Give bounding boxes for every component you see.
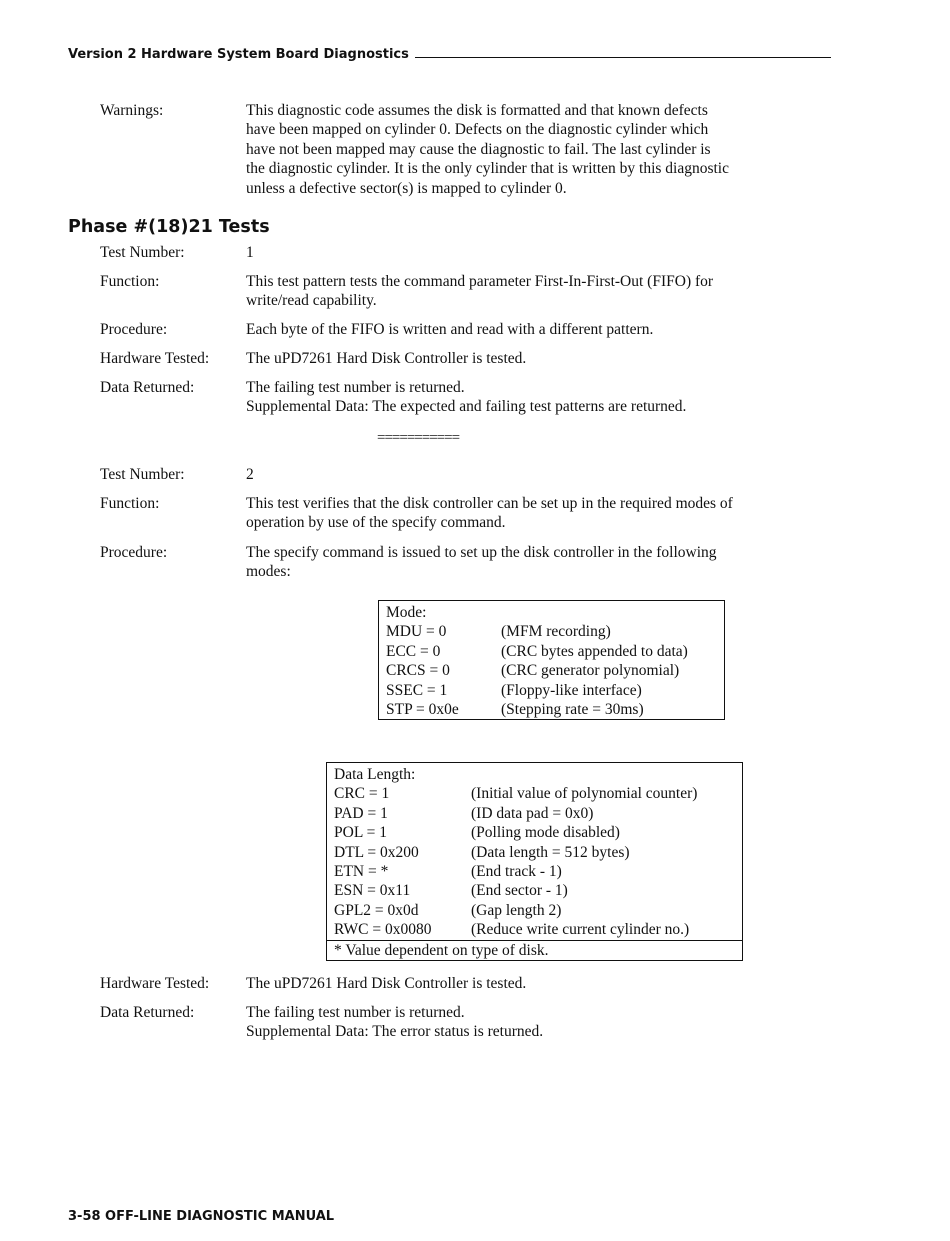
page-footer: 3-58 OFF-LINE DIAGNOSTIC MANUAL — [68, 1209, 335, 1224]
procedure-label: Procedure: — [100, 321, 168, 338]
param-desc: (Initial value of polynomial counter) — [471, 785, 698, 803]
mode-heading: Mode: — [386, 604, 427, 621]
warnings-label: Warnings: — [100, 102, 164, 119]
data-length-heading: Data Length: — [334, 766, 416, 783]
mode-desc: (Floppy-like interface) — [501, 681, 642, 699]
function-line: This test verifies that the disk controller can be set up in the required modes of — [246, 495, 733, 512]
table-row — [379, 642, 725, 661]
function-text — [246, 494, 836, 533]
warnings-line: unless a defective sector(s) is mapped to cylinder 0. — [246, 179, 567, 197]
param-desc: (End track - 1) — [471, 863, 562, 881]
table-row — [327, 804, 743, 823]
param-key: PAD = 1 — [334, 804, 388, 822]
param-key: CRC = 1 — [334, 785, 390, 803]
param-desc: (Gap length 2) — [471, 901, 562, 919]
data-returned-line: The failing test number is returned. — [246, 1004, 465, 1021]
function-line: operation by use of the specify command. — [246, 514, 506, 532]
table-heading-row — [327, 763, 743, 785]
mode-desc: (MFM recording) — [501, 623, 611, 641]
param-key: GPL2 = 0x0d — [334, 901, 419, 919]
hardware-tested-text: The uPD7261 Hard Disk Controller is tested. — [246, 350, 527, 367]
param-key: RWC = 0x0080 — [334, 921, 432, 939]
procedure-label: Procedure: — [100, 544, 168, 561]
phase-heading: Phase #(18)21 Tests — [68, 217, 270, 237]
header-title: Version 2 Hardware System Board Diagnostics — [68, 47, 415, 62]
data-returned-label: Data Returned: — [100, 379, 195, 396]
data-returned-line: The failing test number is returned. — [246, 379, 465, 396]
param-key: ETN = * — [334, 863, 389, 881]
test-number-value: 2 — [246, 466, 254, 483]
table-row — [327, 823, 743, 842]
warnings-line: have not been mapped may cause the diagnostic to fail. The last cylinder is — [246, 140, 711, 158]
table-row — [327, 881, 743, 900]
table-row — [379, 700, 725, 720]
mode-key: SSEC = 1 — [386, 681, 448, 699]
mode-desc: (CRC bytes appended to data) — [501, 642, 688, 660]
table-footnote-row — [327, 940, 743, 960]
mode-key: STP = 0x0e — [386, 701, 459, 719]
mode-key: MDU = 0 — [386, 623, 447, 641]
param-key: ESN = 0x11 — [334, 882, 411, 900]
table-row — [327, 901, 743, 920]
table-row — [327, 920, 743, 940]
mode-desc: (Stepping rate = 30ms) — [501, 701, 644, 719]
procedure-text — [246, 543, 836, 582]
table-footnote: * Value dependent on type of disk. — [327, 940, 743, 960]
table-row — [379, 622, 725, 641]
table-row — [379, 681, 725, 700]
function-label: Function: — [100, 273, 160, 290]
data-returned-text — [246, 378, 836, 417]
hardware-tested-label: Hardware Tested: — [100, 350, 210, 367]
warnings-line: the diagnostic cylinder. It is the only cylinder that is written by this diagnostic — [246, 160, 729, 178]
function-line: write/read capability. — [246, 292, 377, 310]
function-text — [246, 272, 836, 311]
table-row — [327, 843, 743, 862]
param-desc: (Reduce write current cylinder no.) — [471, 921, 690, 939]
table-heading-row — [379, 601, 725, 623]
function-label: Function: — [100, 495, 160, 512]
param-desc: (Polling mode disabled) — [471, 824, 620, 842]
hardware-tested-text: The uPD7261 Hard Disk Controller is tested. — [246, 975, 527, 992]
mode-table — [378, 600, 725, 720]
test-number-label: Test Number: — [100, 244, 185, 261]
running-header — [68, 47, 831, 67]
param-key: DTL = 0x200 — [334, 843, 419, 861]
hardware-tested-label: Hardware Tested: — [100, 975, 210, 992]
param-desc: (ID data pad = 0x0) — [471, 804, 594, 822]
param-desc: (Data length = 512 bytes) — [471, 843, 630, 861]
param-key: POL = 1 — [334, 824, 387, 842]
data-returned-label: Data Returned: — [100, 1004, 195, 1021]
test-number-value: 1 — [246, 244, 254, 261]
param-desc: (End sector - 1) — [471, 882, 568, 900]
data-length-table — [326, 762, 743, 961]
data-returned-text — [246, 1003, 836, 1042]
procedure-text: Each byte of the FIFO is written and read with a different pattern. — [246, 321, 654, 338]
function-line: This test pattern tests the command parameter First-In-First-Out (FIFO) for — [246, 273, 714, 290]
procedure-line: The specify command is issued to set up the disk controller in the following — [246, 544, 717, 561]
warnings-line: This diagnostic code assumes the disk is formatted and that known defects — [246, 102, 708, 119]
table-row — [327, 784, 743, 803]
mode-key: ECC = 0 — [386, 642, 441, 660]
mode-desc: (CRC generator polynomial) — [501, 662, 680, 680]
test-separator: =========== — [377, 430, 460, 446]
table-row — [327, 862, 743, 881]
procedure-line: modes: — [246, 563, 291, 581]
warnings-line: have been mapped on cylinder 0. Defects on the diagnostic cylinder which — [246, 121, 709, 139]
table-row — [379, 661, 725, 680]
warnings-text — [246, 101, 836, 198]
data-returned-line: Supplemental Data: The error status is returned. — [246, 1023, 544, 1041]
test-number-label: Test Number: — [100, 466, 185, 483]
data-returned-line: Supplemental Data: The expected and failing test patterns are returned. — [246, 398, 687, 416]
mode-key: CRCS = 0 — [386, 662, 450, 680]
